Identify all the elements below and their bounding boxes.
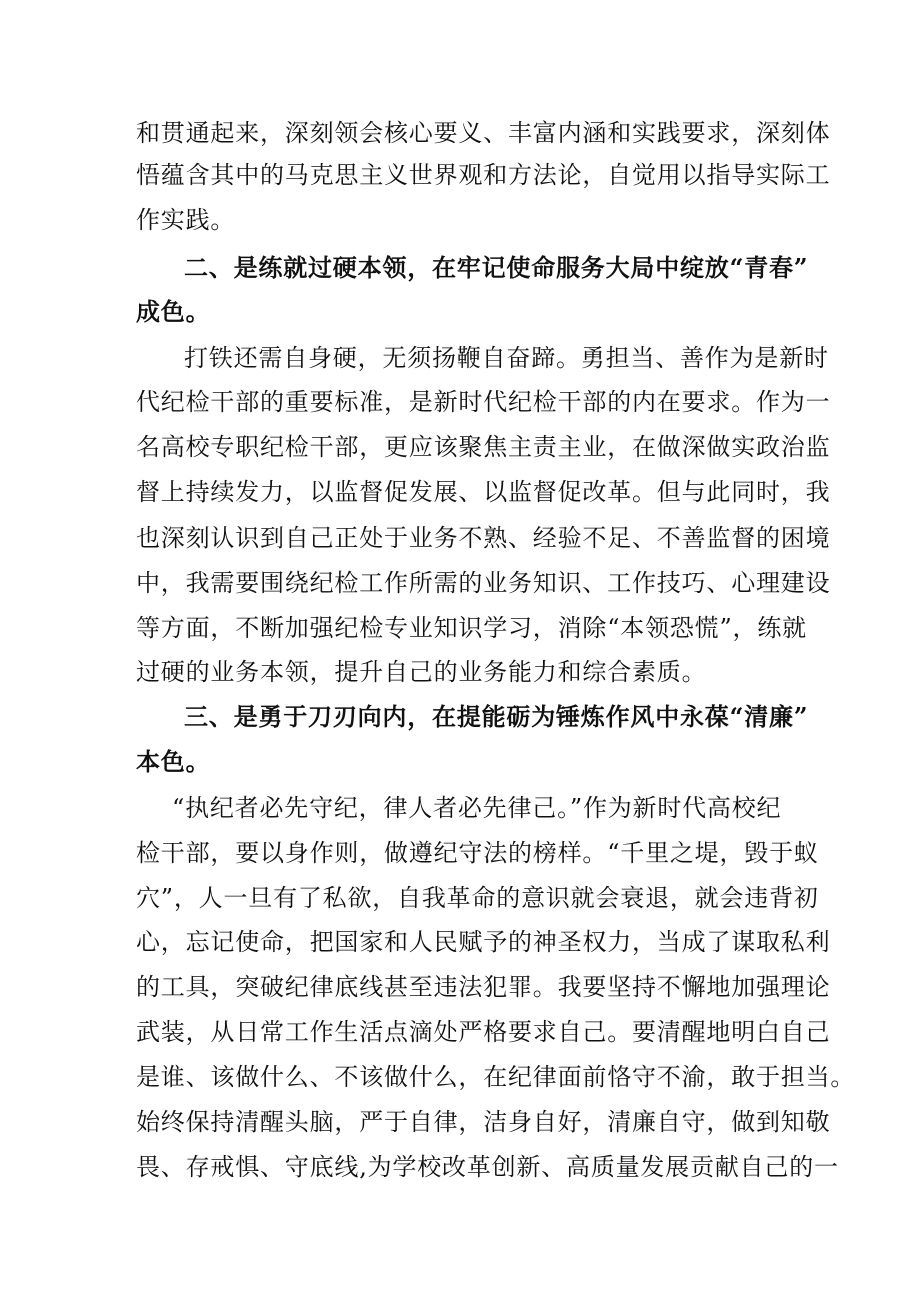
text-line: 的工具，突破纪律底线甚至违法犯罪。我要坚持不懈地加强理论 [136, 973, 831, 1001]
text-line: 畏、存戒惧、守底线,为学校改革创新、高质量发展贡献自己的一 [136, 1153, 839, 1181]
text-line: 代纪检干部的重要标准，是新时代纪检干部的内在要求。作为一 [136, 388, 831, 416]
text-line: 是谁、该做什么、不该做什么，在纪律面前恪守不渝，敢于担当。 [136, 1063, 856, 1091]
section-heading-3: 三、是勇于刀刃向内，在提能砺为锤炼作风中永葆“清廉” [184, 702, 809, 731]
text-line: 武装，从日常工作生活点滴处严格要求自己。要清醒地明白自己 [136, 1018, 831, 1046]
text-line: 名高校专职纪检干部，更应该聚焦主责主业，在做深做实政治监 [136, 433, 831, 461]
text-line: “执纪者必先守纪，律人者必先律己。”作为新时代高校纪 [172, 794, 782, 822]
text-line: 督上持续发力，以监督促发展、以监督促改革。但与此同时，我 [136, 478, 831, 506]
text-line: 作实践。 [136, 206, 236, 234]
text-line: 等方面，不断加强纪检专业知识学习，消除“本领恐慌”，练就 [136, 614, 807, 642]
text-line: 和贯通起来，深刻领会核心要义、丰富内涵和实践要求，深刻体 [136, 119, 831, 147]
section-heading-2-cont: 成色。 [136, 297, 211, 326]
text-line: 打铁还需自身硬，无须扬鞭自奋蹄。勇担当、善作为是新时 [184, 344, 829, 372]
text-line: 心，忘记使命，把国家和人民赋予的神圣权力，当成了谋取私利 [136, 928, 831, 956]
section-heading-2: 二、是练就过硬本领，在牢记使命服务大局中绽放“青春” [184, 253, 809, 282]
text-line: 始终保持清醒头脑，严于自律，洁身自好，清廉自守，做到知敬 [136, 1108, 831, 1136]
text-line: 过硬的业务本领，提升自己的业务能力和综合素质。 [136, 658, 707, 686]
text-line: 也深刻认识到自己正处于业务不熟、经验不足、不善监督的困境 [136, 524, 831, 552]
text-line: 穴”，人一旦有了私欲，自我革命的意识就会衰退，就会违背初 [136, 884, 819, 912]
text-line: 检干部，要以身作则，做遵纪守法的榜样。“千里之堤，毁于蚁 [136, 839, 819, 867]
text-line: 悟蕴含其中的马克思主义世界观和方法论，自觉用以指导实际工 [136, 161, 831, 189]
section-heading-3-cont: 本色。 [136, 747, 211, 776]
text-line: 中，我需要围绕纪检工作所需的业务知识、工作技巧、心理建设 [136, 569, 831, 597]
